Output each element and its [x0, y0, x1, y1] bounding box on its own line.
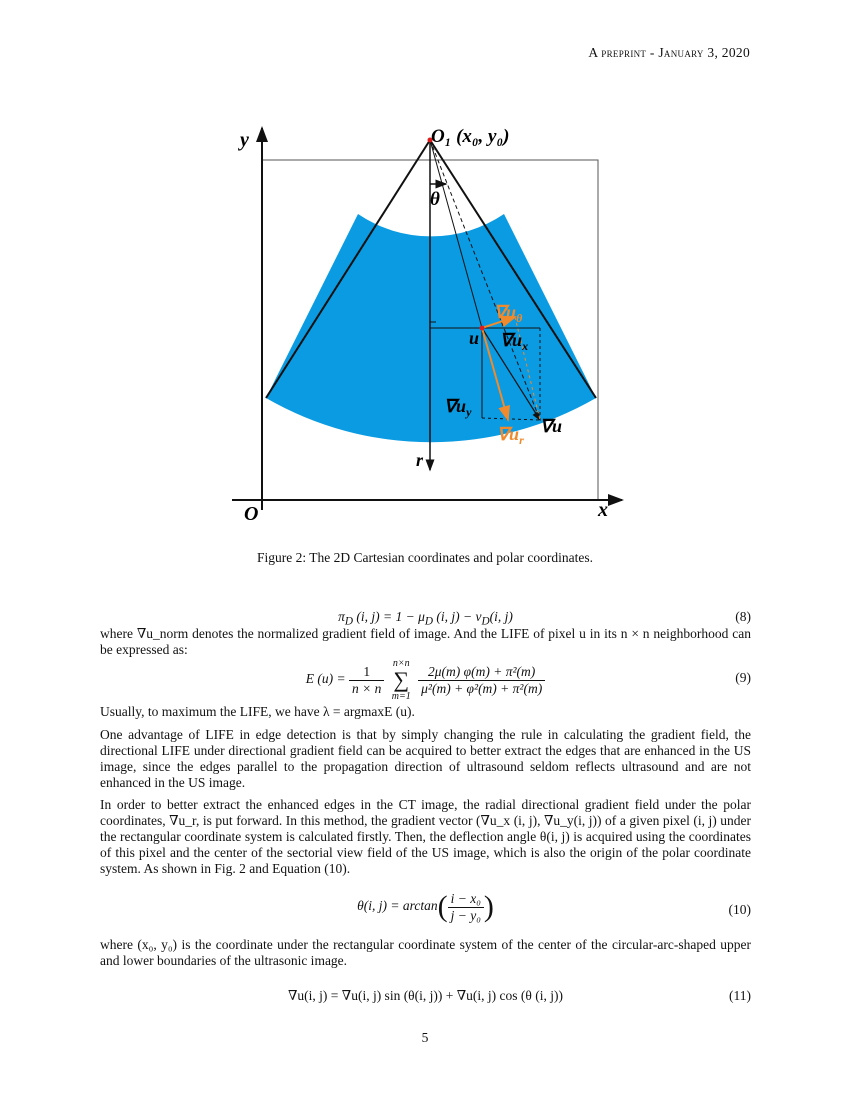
eq9-lhs: E (u) =: [305, 671, 346, 687]
grad-u-r-label: $\nabla u_r$: [497, 424, 524, 447]
u-point: [480, 326, 485, 331]
eq8-number: (8): [735, 609, 751, 624]
y-axis-label: y: [240, 129, 249, 151]
u-label: u: [469, 328, 480, 348]
sum-sign: ∑: [393, 667, 410, 692]
paragraph-3: One advantage of LIFE in edge detection is that by simply changing the rule in calculating the gradient field, the directional LIFE under directional gradient field can be acquired to better extract the edges that are enhanced in the US image, since the edges parallel to the propagation direction of ultrasound seldom reflects ultrasound and are not enhanced in the US image.: [100, 727, 751, 790]
paragraph-2: Usually, to maximum the LIFE, we have λ = argmaxE (u).: [100, 704, 415, 719]
theta-label: θ: [430, 189, 440, 210]
eq9-sum-bot: m=1: [391, 691, 411, 702]
eq8-text2: (i, j) − ν: [436, 609, 482, 624]
eq11-number: (11): [729, 988, 751, 1003]
grad-u-y-label: $\nabla u_y$: [444, 396, 472, 419]
eq10-number: (10): [728, 902, 751, 917]
eq10-den: j − y₀: [450, 907, 481, 923]
close-paren: ): [483, 890, 494, 923]
page-number: 5: [421, 1030, 429, 1045]
grad-u-label: ∇u: [540, 416, 563, 436]
x-axis-label: x: [598, 499, 608, 521]
eq9-nxn: n × n: [352, 680, 382, 696]
eq9-sum-top: n×n: [392, 658, 410, 669]
grad-u-x-label: $\nabla u_x$: [500, 330, 529, 353]
paragraph-5: where (x₀, y₀) is the coordinate under the rectangular coordinate system of the center of the circular-arc-shaped upper and lower boundaries of the ultrasonic image.: [100, 937, 751, 968]
eq8-text: (i, j) = 1 − μ: [356, 609, 425, 624]
paragraph-1: where ∇u_norm denotes the normalized gradient field of image. And the LIFE of pixel u in its n × n neighborhood can be expressed as:: [100, 626, 751, 657]
eq10-num: i − x₀: [448, 891, 484, 908]
eq9-one: 1: [349, 664, 384, 681]
eq9-den: μ²(m) + φ²(m) + π²(m): [421, 680, 543, 696]
eq10-lhs: θ(i, j) = arctan: [357, 898, 438, 914]
center-label: O₁ (x₀, y₀): [431, 126, 510, 147]
figure-caption: Figure 2: The 2D Cartesian coordinates and polar coordinates.: [256, 550, 594, 565]
grad-u-theta-label: $\nabla u_\theta$: [494, 302, 523, 325]
open-paren: (: [437, 890, 448, 923]
paragraph-4: In order to better extract the enhanced edges in the CT image, the radial directional gradient field under the polar coordinates, ∇u_r, is put forward. In this method, the gradient vector (∇u_x (i, j), ∇u_y(i, j)) of a given pixel (i, j) under the rectangular coordinate system is calculated firstly. Then, the deflection angle θ(i, j) is acquired using the coordinates of this pixel and the center of the sectorial view field of the US image, which is also the origin of the polar coordinate system. As shown in Fig. 2 and Equation (10).: [100, 797, 751, 876]
eq8-sub-3: D: [481, 615, 490, 628]
origin-label: O: [244, 503, 259, 525]
eq8-sub: D: [344, 615, 354, 628]
eq8-lhs: π: [338, 609, 345, 624]
equation-10: [100, 890, 751, 930]
equation-9: [100, 658, 751, 702]
eq8-sub-2: D: [424, 615, 434, 628]
eq11-text: ∇u(i, j) = ∇u(i, j) sin (θ(i, j)) + ∇u(i, j) cos (θ (i, j)): [287, 988, 563, 1003]
eq9-number: (9): [735, 670, 751, 685]
running-head: A preprint - January 3, 2020: [588, 45, 750, 60]
eq8-text3: (i, j): [489, 609, 513, 624]
r-label: r: [416, 450, 424, 470]
eq9-num: 2μ(m) φ(m) + π²(m): [418, 664, 545, 681]
